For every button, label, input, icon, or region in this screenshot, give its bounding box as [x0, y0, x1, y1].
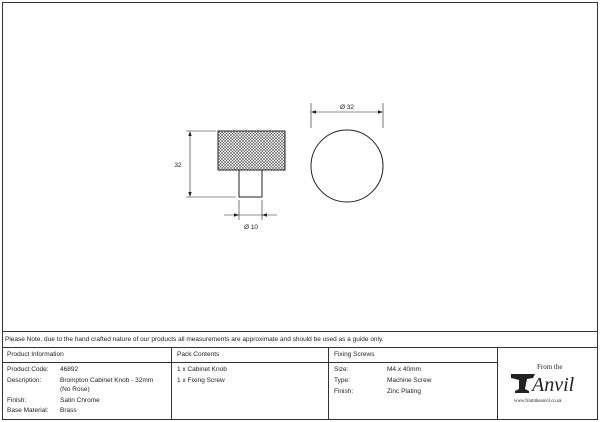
description-label: Description: — [7, 377, 42, 384]
column-divider-1 — [171, 347, 172, 420]
pack-item: 1 x Cabinet Knob — [177, 366, 227, 373]
note-top-rule — [2, 331, 598, 332]
from-the-anvil-logo — [505, 358, 593, 414]
svg-text:Anvil: Anvil — [532, 374, 575, 396]
screw-size-value: M4 x 40mm — [387, 366, 421, 373]
base-diameter-label: Ø 10 — [243, 224, 259, 231]
table-top-rule — [2, 347, 598, 348]
base-diameter-dimension — [224, 200, 277, 220]
head-diameter-label: Ø 32 — [339, 104, 355, 111]
screw-finish-value: Zinc Plating — [387, 388, 421, 395]
table-header-rule — [2, 362, 497, 363]
base-material-label: Base Material: — [7, 407, 49, 414]
screw-finish-label: Finish: — [334, 388, 354, 395]
knob-side-view — [218, 131, 285, 197]
anvil-logo-mark — [505, 358, 593, 414]
finish-value: Satin Chrome — [60, 397, 100, 404]
product-code-value: 46892 — [60, 366, 79, 373]
disclaimer-note: Please Note, due to the hand crafted nature of our products all measurements are approximate and should be used as a guide only. — [5, 336, 384, 343]
description-value-cont: (No Rose) — [60, 386, 90, 393]
base-material-value: Brass — [60, 407, 77, 414]
fixing-screws-title: Fixing Screws — [334, 351, 375, 358]
knob-base — [239, 170, 262, 197]
svg-text:From the: From the — [537, 363, 563, 371]
product-code-label: Product Code: — [7, 366, 49, 373]
product-info-title: Product Information — [7, 351, 64, 358]
pack-contents-title: Pack Contents — [177, 351, 220, 358]
description-value: Brompton Cabinet Knob - 32mm — [60, 377, 154, 384]
finish-label: Finish: — [7, 397, 27, 404]
knob-top-view — [311, 130, 383, 202]
pack-item: 1 x Fixing Screw — [177, 377, 225, 384]
column-divider-3 — [497, 347, 498, 420]
screw-type-label: Type: — [334, 377, 350, 384]
screw-size-label: Size: — [334, 366, 349, 373]
screw-type-value: Machine Screw — [387, 377, 432, 384]
svg-text:www.fromtheanvil.co.uk: www.fromtheanvil.co.uk — [514, 399, 562, 404]
knob-head — [218, 131, 285, 170]
column-divider-2 — [328, 347, 329, 420]
height-dimension-label: 32 — [174, 162, 182, 169]
